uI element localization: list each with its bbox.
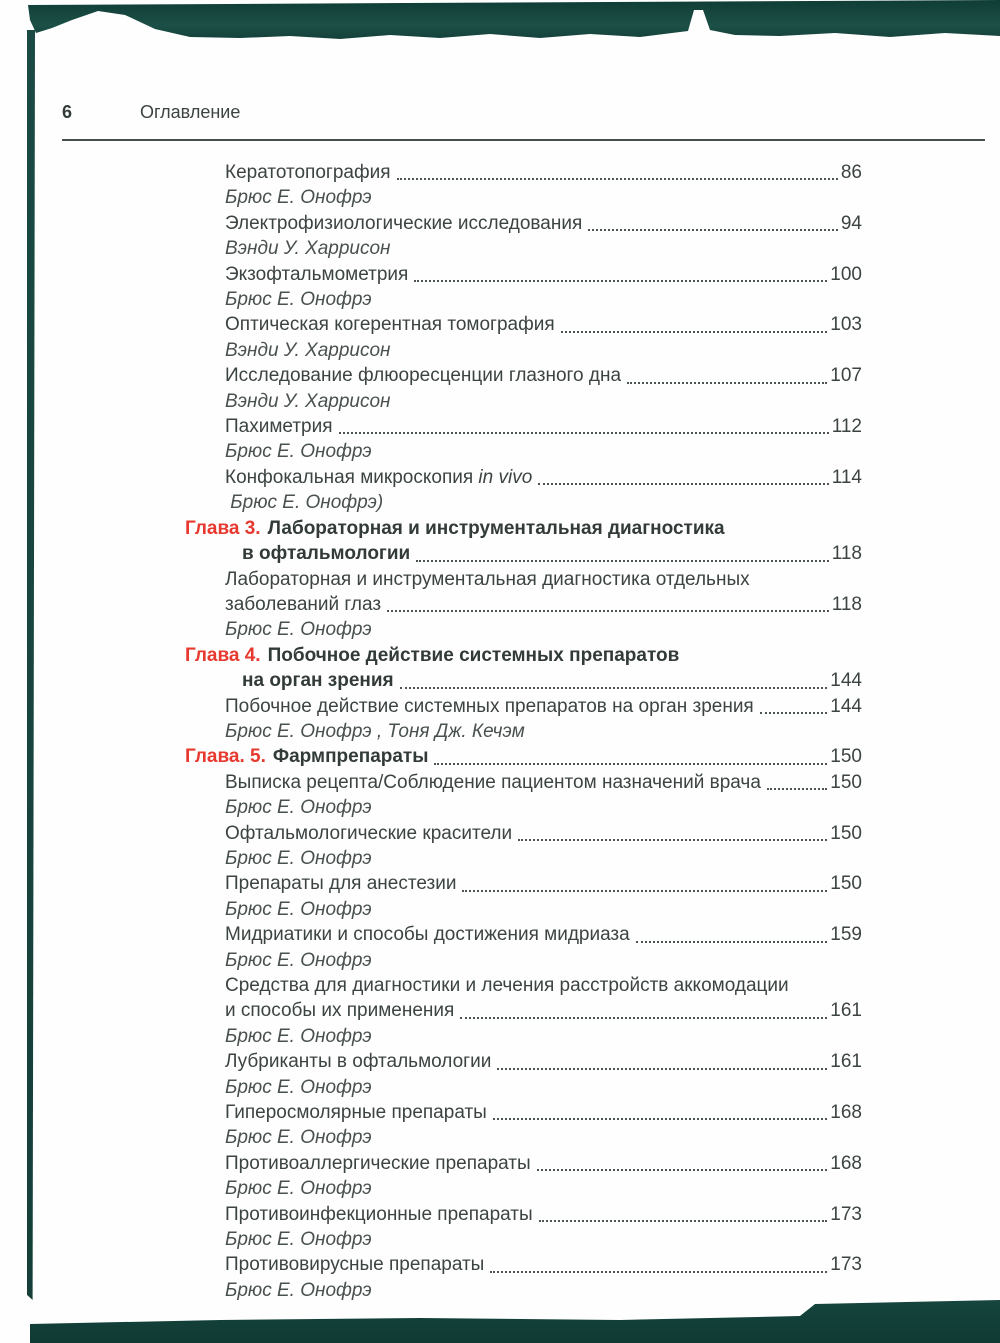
entry-title-text: Электрофизиологические исследования (225, 212, 583, 234)
entry-author: Вэнди У. Харрисон (225, 238, 391, 260)
entry-author: Брюс Е. Онофрэ (225, 797, 372, 819)
dotted-leader (760, 712, 828, 714)
entry-title-line (225, 211, 862, 236)
chapter-title-text: Побочное действие системных препаратов (267, 644, 680, 666)
dotted-leader (537, 1169, 828, 1171)
toc-page-number: 100 (830, 263, 862, 285)
entry-title-line (225, 567, 862, 592)
scan-edge-bottom (0, 1298, 1000, 1343)
entry-title-text: Препараты для анестезии (225, 873, 457, 895)
toc-entry (185, 363, 862, 414)
toc-page-number: 118 (831, 593, 862, 615)
dotted-leader (518, 839, 827, 841)
toc-entry (185, 262, 862, 313)
dotted-leader (339, 432, 829, 434)
entry-title-text: Гиперосмолярные препараты (225, 1102, 487, 1124)
entry-author: Брюс Е. Онофрэ (225, 619, 372, 641)
entry-title-line (225, 1252, 862, 1277)
dotted-leader (460, 1017, 827, 1019)
toc-page-number: 161 (830, 1000, 862, 1022)
entry-author: Вэнди У. Харрисон (225, 390, 391, 412)
entry-author: Брюс Е. Онофрэ) (225, 492, 384, 514)
entry-author: Брюс Е. Онофрэ (225, 847, 372, 869)
entry-author: Брюс Е. Онофрэ (225, 898, 372, 920)
entry-author: Брюс Е. Онофрэ (225, 1025, 372, 1047)
entry-title-line (225, 465, 862, 490)
entry-title-text: заболеваний глаз (225, 593, 382, 615)
toc-page-number: 114 (831, 466, 862, 488)
chapter-title-line (185, 516, 862, 541)
toc-entry (185, 821, 862, 872)
toc-page-number: 112 (831, 416, 862, 438)
toc-entry (185, 160, 862, 211)
entry-title-line (225, 363, 862, 388)
page-number: 6 (62, 102, 73, 122)
toc-chapter (185, 643, 862, 694)
entry-title-line (225, 821, 862, 846)
chapter-title-text: Фармпрепараты (272, 746, 429, 768)
toc-entry (185, 1151, 862, 1202)
dotted-leader (588, 229, 838, 231)
entry-title-text: Противовирусные препараты (225, 1254, 485, 1276)
entry-title-text: Кератотопография (225, 162, 391, 183)
entry-title-text: Мидриатики и способы достижения мидриаза (225, 924, 630, 946)
dotted-leader (397, 178, 838, 180)
entry-title-line (225, 414, 862, 439)
entry-title-line (225, 770, 862, 795)
entry-title-line (225, 871, 862, 896)
toc-page-number: 173 (830, 1203, 862, 1225)
entry-author: Брюс Е. Онофрэ (225, 1127, 372, 1149)
entry-title-line (225, 312, 862, 337)
dotted-leader (490, 1271, 827, 1273)
entry-title-line (225, 1049, 862, 1074)
chapter-title-text: на орган зрения (242, 670, 394, 692)
dotted-leader (416, 560, 829, 562)
entry-author: Брюс Е. Онофрэ (225, 1076, 372, 1098)
entry-author: Брюс Е. Онофрэ (225, 1229, 372, 1251)
entry-title-line (225, 592, 862, 617)
entry-author: Брюс Е. Онофрэ (225, 949, 372, 971)
dotted-leader (400, 687, 828, 689)
entry-title-text: Противоаллергические препараты (225, 1152, 531, 1174)
toc-entry (185, 414, 862, 465)
entry-title-line (225, 262, 862, 287)
entry-title-line (225, 694, 862, 719)
entry-title-text: Пахиметрия (225, 416, 333, 438)
dotted-leader (434, 763, 827, 765)
toc-entry (185, 1202, 862, 1253)
entry-author: Брюс Е. Онофрэ (225, 187, 372, 209)
entry-title-text: Оптическая когерентная томография (225, 314, 555, 336)
entry-title-text: Средства для диагностики и лечения расстройств аккомодации (225, 975, 789, 996)
toc-page-number: 118 (831, 543, 862, 565)
chapter-label: Глава 3. (185, 517, 261, 539)
toc-entry (185, 1252, 862, 1303)
entry-author: Брюс Е. Онофрэ (225, 1178, 372, 1200)
chapter-label: Глава 4. (185, 644, 261, 666)
toc-page-number: 168 (830, 1152, 862, 1174)
toc-entry (185, 465, 862, 516)
toc-entry (185, 694, 862, 745)
toc-entry (185, 871, 862, 922)
entry-title-text: Выписка рецепта/Соблюдение пациентом назначений врача (225, 771, 761, 793)
entry-author: Вэнди У. Харрисон (225, 339, 391, 361)
dotted-leader (636, 941, 828, 943)
toc-page-number: 161 (830, 1051, 862, 1073)
dotted-leader (539, 1220, 828, 1222)
entry-author: Брюс Е. Онофрэ , Тоня Дж. Кечэм (225, 720, 525, 742)
entry-title-text: Экзофтальмометрия (225, 263, 409, 285)
entry-title-line (225, 973, 862, 998)
toc-page-number: 168 (830, 1102, 862, 1124)
entry-author: Брюс Е. Онофрэ (225, 289, 372, 311)
toc-page-number: 150 (830, 771, 862, 793)
dotted-leader (767, 788, 827, 790)
chapter-title-line (185, 744, 862, 769)
dotted-leader (538, 483, 828, 485)
dotted-leader (627, 382, 827, 384)
running-head-title: Оглавление (140, 102, 241, 122)
entry-title-text: Противоинфекционные препараты (225, 1203, 533, 1225)
entry-title-text: Конфокальная микроскопия (225, 466, 474, 488)
chapter-title-line (185, 643, 862, 668)
entry-title-text: и способы их применения (225, 1000, 455, 1022)
entry-title-line (225, 1100, 862, 1125)
entry-title-line (225, 922, 862, 947)
chapter-title-text: в офтальмологии (242, 543, 411, 565)
toc-page-number: 107 (830, 365, 862, 387)
entry-author: Брюс Е. Онофрэ (225, 1279, 372, 1301)
toc-entry (185, 770, 862, 821)
header-rule (62, 139, 985, 141)
entry-title-text: Лубриканты в офтальмологии (225, 1051, 492, 1073)
dotted-leader (462, 890, 827, 892)
entry-title-line (225, 160, 862, 185)
toc-list (185, 160, 862, 1303)
entry-title-text: Офтальмологические красители (225, 822, 513, 844)
toc-page-number: 159 (830, 924, 862, 946)
toc-entry (185, 312, 862, 363)
chapter-title-line (185, 541, 862, 566)
toc-page-number: 144 (830, 670, 862, 692)
dotted-leader (561, 331, 828, 333)
toc-page-number: 150 (830, 746, 862, 768)
entry-author: Брюс Е. Онофрэ (225, 441, 372, 463)
entry-title-line (225, 1151, 862, 1176)
dotted-leader (493, 1118, 827, 1120)
dotted-leader (497, 1068, 827, 1070)
entry-title-line (225, 1202, 862, 1227)
entry-title-text: Исследование флюоресценции глазного дна (225, 365, 622, 387)
toc-page-number: 150 (830, 873, 862, 895)
entry-title-italic-part: in vivo (473, 466, 533, 488)
dotted-leader (414, 280, 827, 282)
scan-edge-left (27, 30, 35, 1300)
entry-title-text: Лабораторная и инструментальная диагностика отдельных (225, 568, 750, 590)
scan-edge-top (0, 0, 1000, 42)
toc-entry (185, 567, 862, 643)
toc-entry (185, 973, 862, 1049)
chapter-title-line (185, 668, 862, 693)
toc-page-number: 173 (830, 1254, 862, 1276)
entry-title-line (225, 998, 862, 1023)
toc-page-number: 94 (840, 212, 862, 234)
entry-title-text: Побочное действие системных препаратов на орган зрения (225, 695, 754, 717)
toc-entry (185, 211, 862, 262)
toc-chapter (185, 744, 862, 769)
toc-chapter (185, 516, 862, 567)
toc-page-number: 144 (830, 695, 862, 717)
toc-page-number: 86 (840, 162, 862, 183)
toc-page-number: 103 (830, 314, 862, 336)
toc-entry (185, 1049, 862, 1100)
dotted-leader (387, 610, 829, 612)
toc-entry (185, 1100, 862, 1151)
toc-entry (185, 922, 862, 973)
chapter-label: Глава. 5. (185, 746, 266, 768)
chapter-title-text: Лабораторная и инструментальная диагностика (267, 517, 725, 539)
toc-page-number: 150 (830, 822, 862, 844)
